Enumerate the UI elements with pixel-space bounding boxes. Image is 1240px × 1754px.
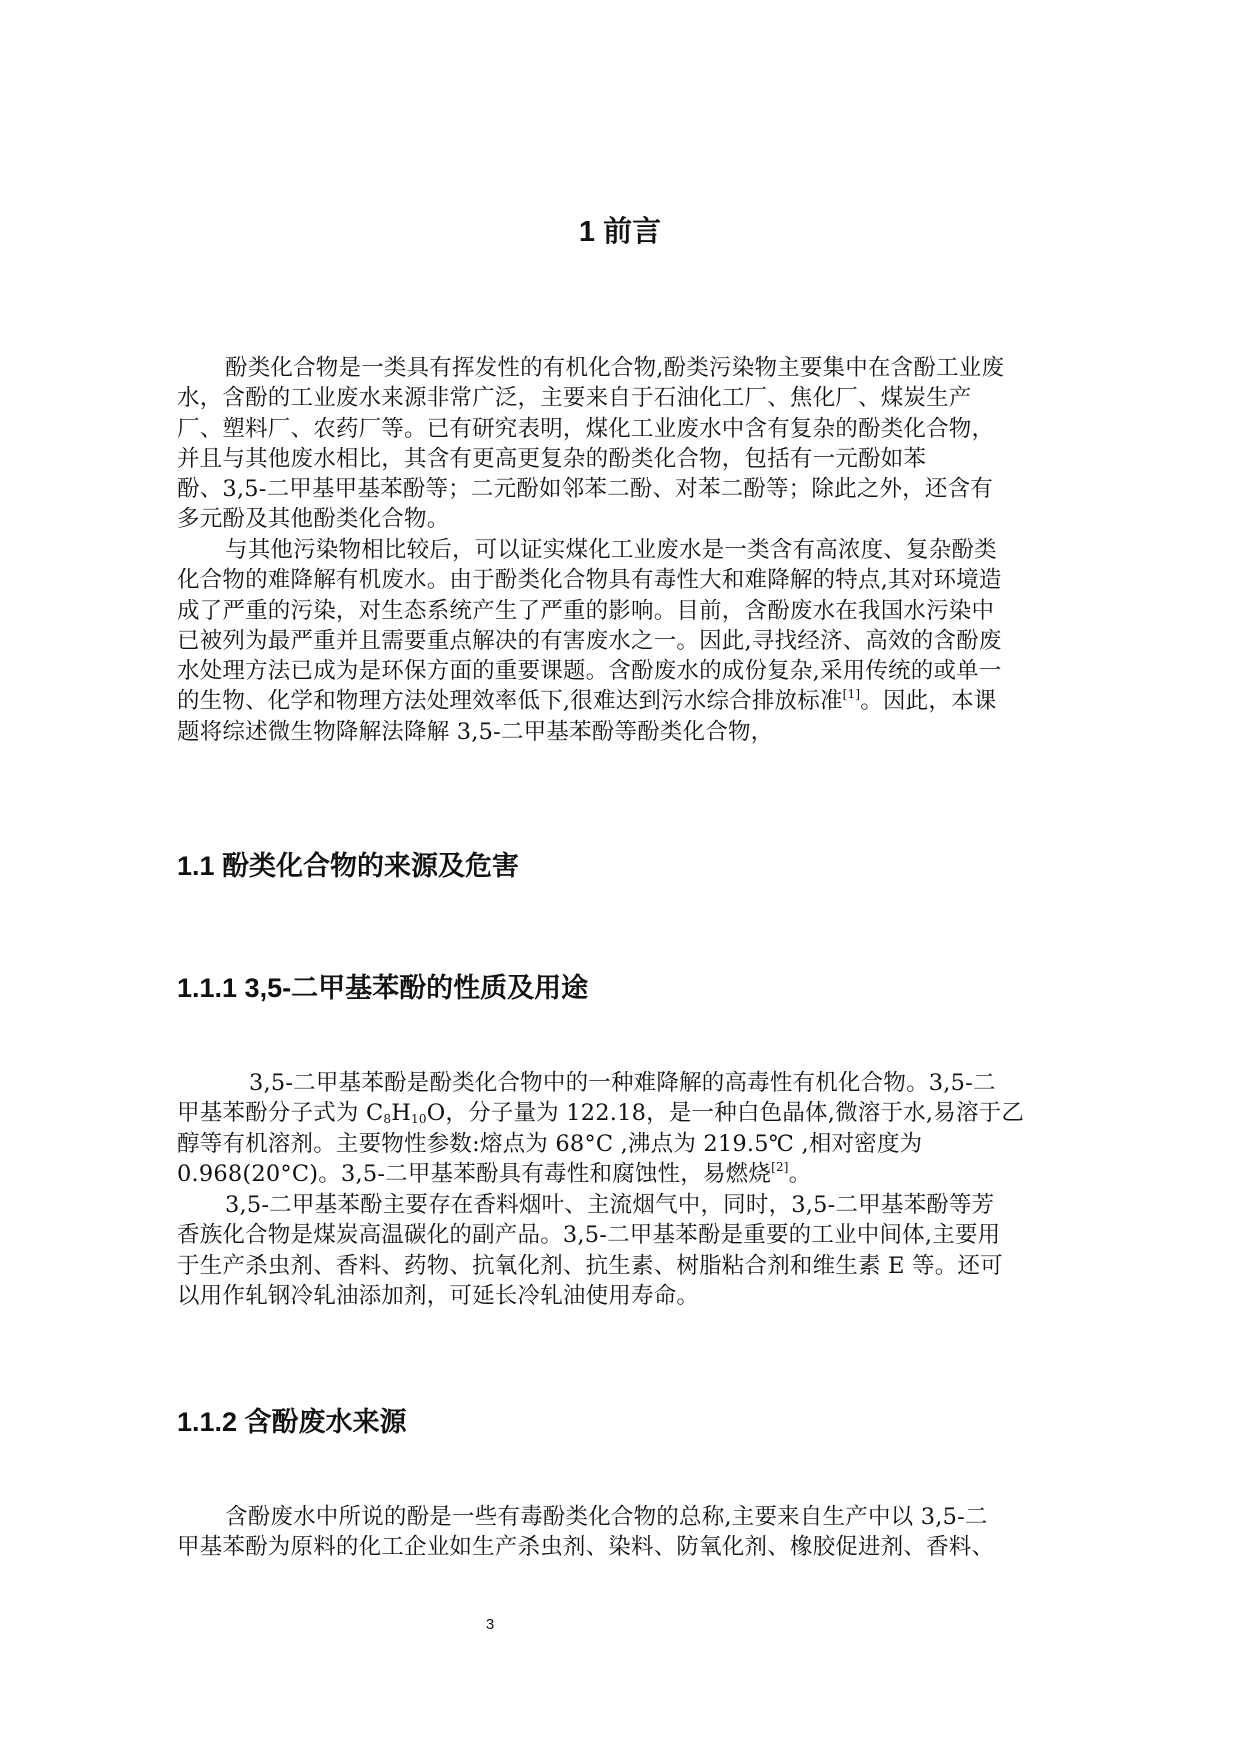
text-segment: H [391,1100,412,1127]
text-line: 成了严重的污染，对生态系统产生了严重的影响。目前，含酚废水在我国水污染中 [177,597,995,624]
section-heading-1-1-2: 1.1.2 含酚废水来源 [177,1407,407,1437]
text-segment: 。 [788,1160,812,1187]
text-line: 并且与其他废水相比，其含有更高更复杂的酚类化合物，包括有一元酚如苯 [177,445,927,472]
intro-paragraph-2 [177,535,1085,747]
text-line: 含酚废水中所说的酚是一些有毒酚类化合物的总称,主要来自生产中以 3,5-二 [225,1504,988,1530]
text-line: 多元酚及其他酚类化合物。 [177,506,450,533]
text-line: 甲基苯酚为原料的化工企业如生产杀虫剂、染料、防氧化剂、橡胶促进剂、香料、 [177,1534,995,1561]
text-line: 水，含酚的工业废水来源非常广泛，主要来自于石油化工厂、焦化厂、煤炭生产 [177,385,972,412]
citation-ref-2[interactable]: [2] [771,1159,789,1174]
subscript: 8 [383,1112,392,1127]
section-heading-1-1-1: 1.1.1 3,5-二甲基苯酚的性质及用途 [177,973,589,1003]
text-line: 已被列为最严重并且需要重点解决的有害废水之一。因此,寻找经济、高效的含酚废 [177,627,1002,654]
text-line: 醇等有机溶剂。主要物性参数:熔点为 68°C ,沸点为 219.5℃ ,相对密度为 [177,1130,923,1157]
text-segment: 的生物、化学和物理方法处理效率低下,很难达到污水综合排放标准 [177,688,843,715]
text-segment: O，分子量为 122.18，是一种白色晶体,微溶于水,易溶于乙 [426,1100,1025,1127]
text-line: 酚类化合物是一类具有挥发性的有机化合物,酚类污染物主要集中在含酚工业废 [225,355,1005,381]
text-line: 3,5-二甲基苯酚主要存在香料烟叶、主流烟气中，同时，3,5-二甲基苯酚等芳 [225,1192,995,1218]
text-line: 厂、塑料厂、农药厂等。已有研究表明，煤化工业废水中含有复杂的酚类化合物， [177,415,995,442]
intro-paragraph-1 [177,353,1085,535]
text-line: 题将综述微生物降解法降解 3,5-二甲基苯酚等酚类化合物， [177,718,774,745]
text-segment: 0.968(20°C)。3,5-二甲基苯酚具有毒性和腐蚀性，易燃烧 [177,1160,772,1187]
text-line: 于生产杀虫剂、香料、药物、抗氧化剂、抗生素、树脂粘合剂和维生素 E 等。还可 [177,1252,1003,1279]
text-line: 香族化合物是煤炭高温碳化的副产品。3,5-二甲基苯酚是重要的工业中间体,主要用 [177,1222,1001,1249]
text-line: 3,5-二甲基苯酚是酚类化合物中的一种难降解的高毒性有机化合物。3,5-二 [249,1070,996,1096]
text-segment: 甲基苯酚分子式为 C [177,1100,384,1127]
section-1-1-1-paragraph-1 [177,1068,1085,1189]
text-segment: 。因此，本课 [860,688,997,715]
section-1-1-1-paragraph-2 [177,1190,1085,1311]
text-line [177,686,1085,716]
text-line: 化合物的难降解有机废水。由于酚类化合物具有毒性大和难降解的特点,其对环境造 [177,567,1002,594]
text-line [177,1098,1085,1128]
text-line: 与其他污染物相比较后，可以证实煤化工业废水是一类含有高浓度、复杂酚类 [225,537,997,563]
text-line [177,1159,1085,1189]
page-number: 3 [485,1616,495,1633]
text-line: 酚、3,5-二甲基甲基苯酚等；二元酚如邻苯二酚、对苯二酚等；除此之外，还含有 [177,476,993,503]
section-1-1-2-paragraph-1 [177,1502,1085,1563]
chapter-title: 1 前言 [578,216,662,248]
citation-ref-1[interactable]: [1] [842,687,861,702]
subscript: 10 [411,1112,427,1127]
text-line: 以用作轧钢冷轧油添加剂，可延长冷轧油使用寿命。 [177,1282,700,1309]
section-heading-1-1: 1.1 酚类化合物的来源及危害 [177,851,520,881]
text-line: 水处理方法已成为是环保方面的重要课题。含酚废水的成份复杂,采用传统的或单一 [177,658,1002,685]
